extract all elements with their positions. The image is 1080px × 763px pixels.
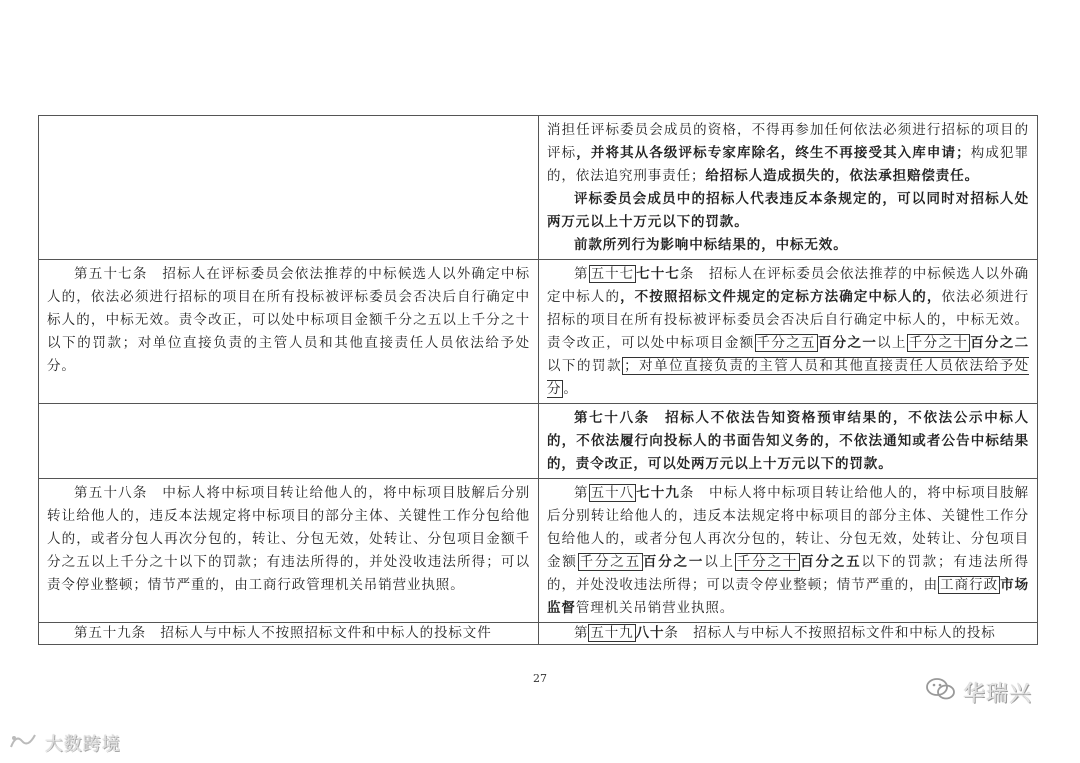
paragraph bbox=[547, 407, 1029, 476]
text-segment: 第五十七条 招标人在评标委员会依法推荐的中标候选人以外确定中标人的，依法必须进行招标的项目在所有投标被评标委员会否决后自行确定中标人的，中标无效。责令改正，可以处中标项目金额千分之五以上千分之十以下的罚款；对单位直接负责的主管人员和其他直接责任人员依法给予处分。 bbox=[47, 266, 530, 374]
deleted-text-box: 工商行政 bbox=[940, 577, 999, 593]
text-segment: 以上 bbox=[704, 554, 735, 570]
inserted-text: 市场监督 bbox=[547, 577, 1029, 616]
inserted-text: ，不按照招标文件规定的定标方法确定中标人的， bbox=[620, 289, 942, 305]
paragraph bbox=[547, 188, 1029, 234]
table-row bbox=[39, 116, 1038, 260]
text-segment: 消担任评标委员会成员的资格，不得再参加任何依法必须进行招标的项目的评标 bbox=[547, 122, 1029, 161]
deleted-text-box: 千分之五 bbox=[579, 554, 641, 570]
inserted-text: 百分之五 bbox=[800, 554, 862, 570]
comparison-table bbox=[38, 115, 1038, 645]
text-segment: 依法必须进行招标的项目在所有投标被评标委员会否决后自行确定中标人的，中标无效。责令改正，可以处中标项目金额 bbox=[547, 289, 1029, 351]
text-segment: 以下的罚款 bbox=[547, 358, 623, 374]
deleted-text-box: 五十八 bbox=[590, 485, 635, 501]
comparison-table-body bbox=[39, 116, 1038, 645]
deleted-text-box: 五十七 bbox=[590, 266, 635, 282]
paragraph bbox=[47, 625, 530, 642]
cell-original-text bbox=[39, 479, 539, 623]
cell-revised-text bbox=[539, 479, 1038, 623]
inserted-text: 百分之一 bbox=[817, 335, 878, 351]
cell-original-text bbox=[39, 404, 539, 479]
watermark-right-text: 华瑞兴 bbox=[963, 681, 1033, 707]
deleted-text-box: 千分之十 bbox=[736, 554, 799, 570]
table-row bbox=[39, 260, 1038, 404]
deleted-text-box: 千分之五 bbox=[756, 335, 816, 351]
cell-revised-text bbox=[539, 404, 1038, 479]
inserted-text: 第七十八条 招标人不依法告知资格预审结果的，不依法公示中标人的，不依法履行向投标人的书面告知义务的，不依法通知或者公告中标结果的，责令改正，可以处两万元以上十万元以下的罚款。 bbox=[547, 410, 1029, 472]
text-segment: 以上 bbox=[877, 335, 907, 351]
text-segment: 条 招标人在评标委员会依法推荐的中标候选人以外确定中标人的 bbox=[547, 266, 1030, 305]
logo-icon bbox=[8, 732, 38, 755]
text-segment: 以下的罚款；有违法所得的，并处没收违法所得；可以责令停业整顿；情节严重的，由 bbox=[547, 554, 1029, 593]
text-segment: 条 招标人与中标人不按照招标文件和中标人的投标 bbox=[664, 625, 996, 641]
wechat-icon bbox=[925, 676, 957, 708]
inserted-text: ，并将其从各级评标专家库除名，终生不再接受其入库申请； bbox=[576, 145, 971, 161]
inserted-text: 七十九 bbox=[636, 485, 680, 501]
paragraph bbox=[547, 119, 1029, 188]
paragraph bbox=[547, 263, 1029, 401]
text-segment: 管理机关吊销营业执照。 bbox=[575, 600, 735, 616]
text-segment: 条 中标人将中标项目转让给他人的，将中标项目肢解后分别转让给他人的，违反本法规定将中标项目的部分主体、关键性工作分包给他人的，或者分包人再次分包的，转让、分包无效，处转让、分包项目金额 bbox=[547, 485, 1030, 570]
table-row bbox=[39, 623, 1038, 645]
cell-revised-text bbox=[539, 623, 1038, 645]
watermark-left bbox=[8, 730, 121, 756]
text-segment: 。 bbox=[563, 381, 578, 397]
watermark-left-text: 大数跨境 bbox=[44, 734, 121, 755]
paragraph bbox=[547, 482, 1029, 620]
deleted-text-box: 五十九 bbox=[590, 625, 634, 641]
inserted-text: 前款所列行为影响中标结果的，中标无效。 bbox=[574, 237, 848, 253]
cell-original-text bbox=[39, 623, 539, 645]
text-segment: 第 bbox=[574, 625, 589, 641]
deleted-text-box: ；对单位直接负责的主管人员和其他直接责任人员依法给予处分 bbox=[547, 358, 1030, 397]
page-number: 27 bbox=[533, 672, 547, 685]
inserted-text: 七十七 bbox=[636, 266, 680, 282]
table-row bbox=[39, 479, 1038, 623]
paragraph bbox=[547, 234, 1029, 257]
table-row bbox=[39, 404, 1038, 479]
cell-original-text bbox=[39, 116, 539, 260]
cell-original-text bbox=[39, 260, 539, 404]
text-segment: 第 bbox=[574, 266, 589, 282]
paragraph bbox=[47, 263, 530, 378]
inserted-text: 给招标人造成损失的，依法承担赔偿责任。 bbox=[705, 168, 980, 184]
text-segment: 构成犯罪的，依法追究刑事责任； bbox=[547, 145, 1029, 184]
paragraph bbox=[547, 625, 1029, 642]
deleted-text-box: 千分之十 bbox=[908, 335, 969, 351]
inserted-text: 百分之二 bbox=[970, 335, 1029, 351]
watermark-right bbox=[925, 676, 1032, 708]
inserted-text: 八十 bbox=[635, 625, 665, 641]
cell-revised-text bbox=[539, 260, 1038, 404]
cell-revised-text bbox=[539, 116, 1038, 260]
paragraph bbox=[47, 482, 530, 597]
inserted-text: 评标委员会成员中的招标人代表违反本条规定的，可以同时对招标人处两万元以上十万元以下的罚款。 bbox=[547, 191, 1029, 230]
text-segment: 第五十九条 招标人与中标人不按照招标文件和中标人的投标文件 bbox=[74, 625, 492, 641]
text-segment: 第五十八条 中标人将中标项目转让给他人的，将中标项目肢解后分别转让给他人的，违反本法规定将中标项目的部分主体、关键性工作分包给他人的，或者分包人再次分包的，转让、分包无效，处转让、分包项目金额千分之五以上千分之十以下的罚款；有违法所得的，并处没收违法所得；可以责令停业整顿；情节严重的，由工商行政管理机关吊销营业执照。 bbox=[47, 485, 530, 593]
inserted-text: 百分之一 bbox=[642, 554, 705, 570]
text-segment: 第 bbox=[574, 485, 589, 501]
